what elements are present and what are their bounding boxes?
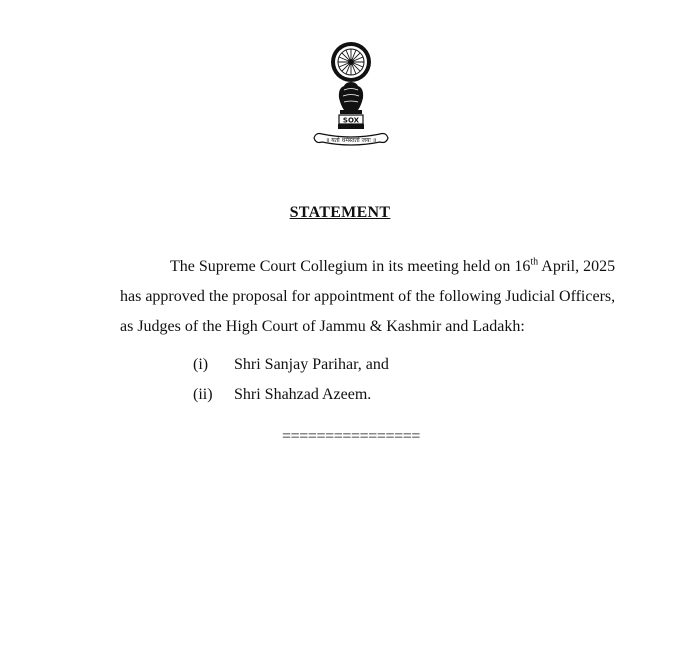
paragraph-line-3: as Judges of the High Court of Jammu & Kashmir and Ladakh: — [120, 318, 525, 335]
emblem-motto: ॥ यतो धर्मस्ततो जयः ॥ — [325, 137, 377, 144]
list-item-text: Shri Sanjay Parihar, and — [234, 356, 389, 373]
list-item-number: (i) — [193, 356, 209, 373]
ordinal-suffix: th — [530, 256, 539, 268]
paragraph-line-1: The Supreme Court Collegium in its meeting held on 16 — [170, 258, 531, 275]
svg-text:SOX: SOX — [342, 116, 360, 125]
supreme-court-emblem-icon — [306, 40, 396, 152]
paragraph-line-2: has approved the proposal for appointment of the following Judicial Officers, — [120, 288, 616, 305]
statement-heading: STATEMENT — [289, 204, 391, 221]
paragraph-date: April, 2025 — [538, 258, 616, 275]
list-item-text: Shri Shahzad Azeem. — [234, 386, 372, 403]
separator-line: ================ — [282, 428, 420, 445]
list-item-number: (ii) — [193, 386, 213, 403]
statement-paragraph — [120, 252, 640, 342]
